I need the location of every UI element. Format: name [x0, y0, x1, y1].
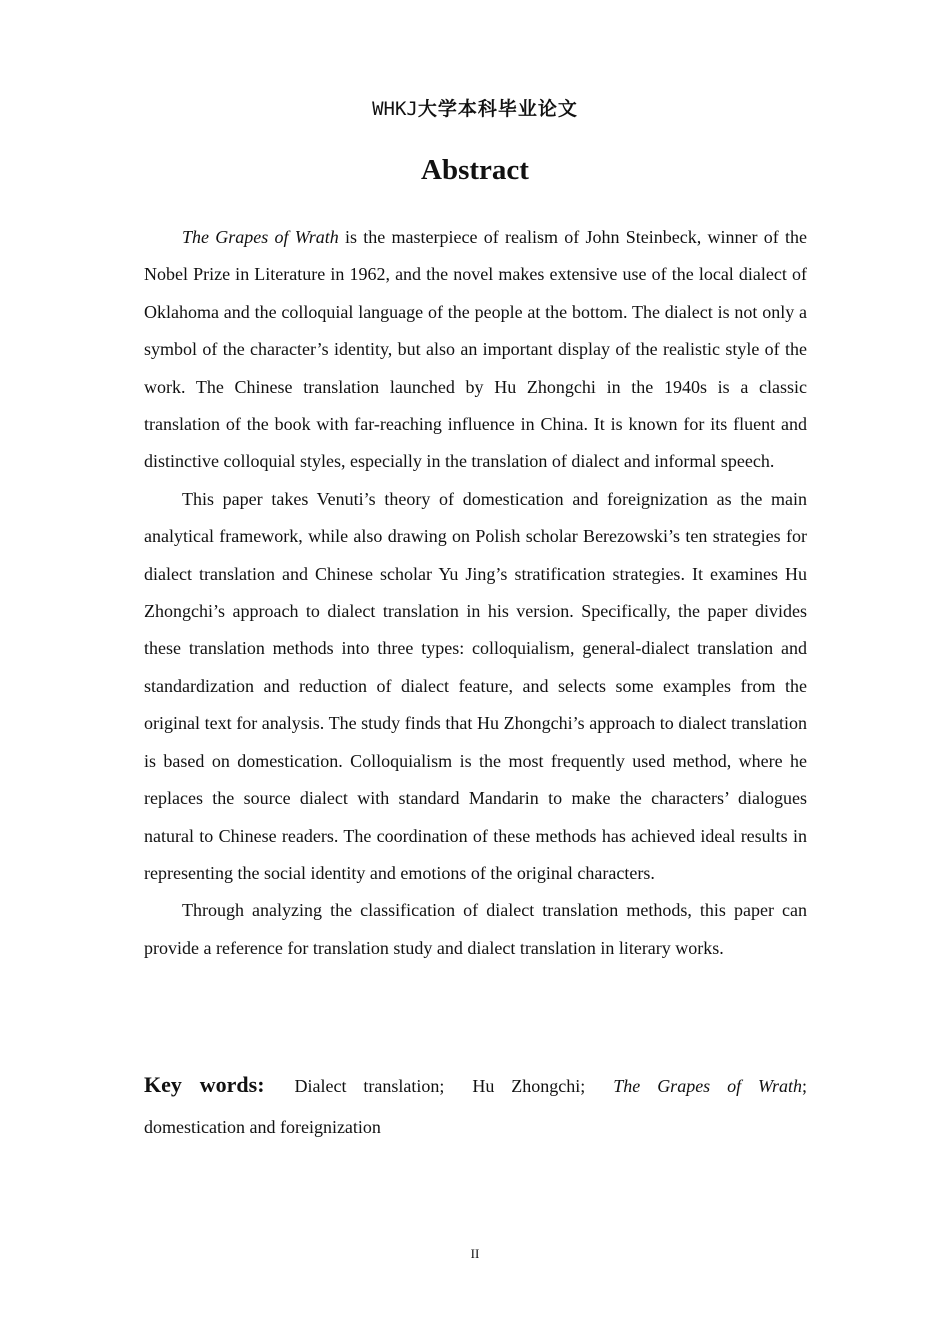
keywords-section [144, 1064, 807, 1148]
abstract-paragraph-1 [144, 219, 807, 481]
keyword-item: domestication and foreignization [144, 1117, 381, 1137]
paragraph-text: This paper takes Venuti’s theory of domestication and foreignization as the main analytical framework, while also drawing on Polish scholar Berezowski’s ten strategies for dialect translation and Chinese scholar Yu Jing’s stratification strategies. It examines Hu Zhongchi’s approach to dialect translation in his version. Specifically, the paper divides these translation methods into three types: colloquialism, general-dialect translation and standardization and reduction of dialect feature, and selects some examples from the original text for analysis. The study finds that Hu Zhongchi’s approach to dialect translation is based on domestication. Colloquialism is the most frequently used method, where he replaces the source dialect with standard Mandarin to make the characters’ dialogues natural to Chinese readers. The coordination of these methods has achieved ideal results in representing the social identity and emotions of the original characters. [144, 488, 807, 883]
page-title: Abstract [421, 154, 529, 186]
paragraph-text: Through analyzing the classification of dialect translation methods, this paper can provide a reference for translation study and dialect translation in literary works. [144, 900, 807, 958]
keyword-separator: ; [801, 1076, 807, 1096]
header-school-code: WHKJ [372, 98, 418, 120]
abstract-body [144, 219, 807, 967]
book-title-italic: The Grapes of Wrath [182, 227, 339, 247]
abstract-paragraph-3 [144, 892, 807, 967]
keyword-item-italic: The Grapes of Wrath [613, 1076, 802, 1096]
keyword-item: Hu Zhongchi [472, 1076, 581, 1096]
keyword-separator: ; [439, 1076, 445, 1096]
paragraph-text: is the masterpiece of realism of John Steinbeck, winner of the Nobel Prize in Literature in 1962, and the novel makes extensive use of the local dialect of Oklahoma and the colloquial language of the people at the bottom. The dialect is not only a symbol of the character’s identity, but also an important display of the realistic style of the work. The Chinese translation launched by Hu Zhongchi in the 1940s is a classic translation of the book with far-reaching influence in China. It is known for its fluent and distinctive colloquial styles, especially in the translation of dialect and informal speech. [144, 227, 807, 472]
header-thesis-label: 大学本科毕业论文 [417, 98, 578, 120]
keyword-separator: ; [580, 1076, 586, 1096]
page-number: II [470, 1246, 480, 1261]
abstract-paragraph-2 [144, 481, 807, 892]
keyword-item: Dialect translation [294, 1076, 440, 1096]
keywords-label: Key words: [144, 1072, 265, 1097]
page-header [0, 94, 950, 121]
